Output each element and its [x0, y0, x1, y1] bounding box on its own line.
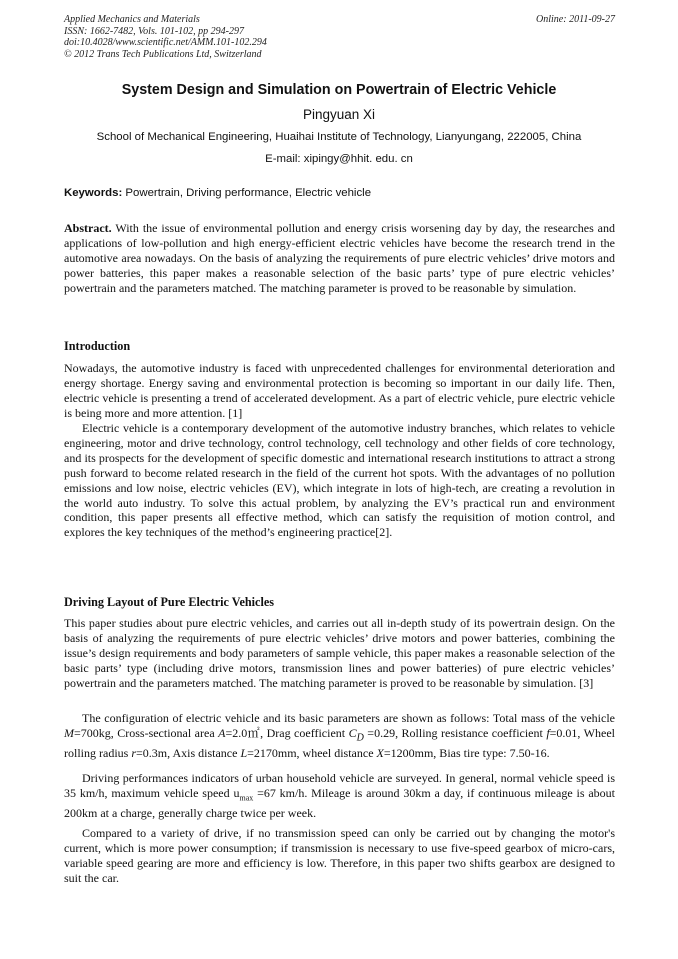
- introduction-heading: Introduction: [64, 339, 131, 353]
- online-date: Online: 2011-09-27: [536, 14, 615, 25]
- layout-heading: Driving Layout of Pure Electric Vehicles: [64, 595, 274, 609]
- layout-paragraph-2: [64, 711, 615, 761]
- layout-paragraph-4: [64, 826, 615, 886]
- var-A: A: [218, 725, 226, 740]
- layout-paragraph-3: [64, 771, 615, 821]
- text-run: =700kg, Cross-sectional area: [74, 725, 219, 740]
- var-r: r: [131, 746, 136, 761]
- keywords-label: Keywords:: [64, 187, 123, 199]
- var-M: M: [64, 725, 74, 740]
- journal-issn: ISSN: 1662-7482, Vols. 101-102, pp 294-297: [64, 25, 244, 37]
- keywords: [64, 187, 615, 199]
- intro-paragraph-2: [64, 421, 615, 540]
- text-run: The configuration of electric vehicle and its basic parameters are shown as follows: Total mass of the vehicle: [82, 711, 615, 725]
- text-run: =0.29, Rolling resistance coefficient: [363, 725, 547, 740]
- text-run: =1200mm, Bias tire type: 7.50-16.: [383, 746, 550, 761]
- intro-paragraph-2-text: Electric vehicle is a contemporary development of the automotive industry branches, which relates to vehicle engineering, motor and drive technology, control technology, cell technology and other fields of core technology, and its prospects for the development of specific domestic and international research institutions to attract a strong push forward to become related research in the field of the current hot spots. With the advantages of no pollution emissions and low noise, electric vehicles (EV), which integrate in lots of high-tech, are creating a revolution in the world auto industry. To solve this actual problem, by analyzing the EV’s practical run and environment condition, this paper presents all effective method, which can satisfy the requisition of motion control, and explores the key techniques of the method’s engineering practice[2].: [64, 421, 615, 540]
- text-run: =2170mm, wheel distance: [247, 746, 377, 761]
- paper-affiliation: School of Mechanical Engineering, Huaihai Institute of Technology, Lianyungang, 222005, China: [96, 131, 582, 143]
- keywords-text: Powertrain, Driving performance, Electric vehicle: [125, 187, 372, 199]
- intro-paragraph-1: Nowadays, the automotive industry is faced with unprecedented challenges for environmental deterioration and energy shortage. Energy saving and environmental protection is becoming so important in our daily life. Then, electric vehicle is presenting a trend of accelerated development. As a part of electric vehicle, pure electric vehicle is being more and more attention. [1]: [64, 361, 615, 420]
- journal-name: Applied Mechanics and Materials: [64, 14, 200, 25]
- paper-title: System Design and Simulation on Powertrain of Electric Vehicle: [121, 82, 557, 98]
- paper-author: Pingyuan Xi: [302, 107, 376, 122]
- journal-header: [64, 14, 615, 60]
- abstract-text: With the issue of environmental pollution and energy crisis worsening day by day, the researches and applications of low-pollution and high energy-efficient electric vehicles have become the research trend in the automotive area nowadays. On the basis of analyzing the requirements of pure electric vehicles’ drive motors and power batteries, this paper makes a reasonable selection of the basic parts’ type of pure electric vehicles’ powertrain and the parameters matched. The matching parameter is proved to be reasonable by simulation.: [64, 221, 615, 295]
- journal-copyright: © 2012 Trans Tech Publications Ltd, Switzerland: [64, 48, 262, 60]
- text-run: =2.0㎡, Drag coefficient: [225, 725, 349, 740]
- text-run: =0.3m, Axis distance: [136, 746, 241, 761]
- var-D-subscript: D: [356, 732, 364, 744]
- var-L: L: [240, 746, 248, 761]
- text-run: =0.01, Wheel rolling radius: [64, 725, 615, 761]
- paper-email: E-mail: xipingy@hhit. edu. cn: [265, 153, 413, 165]
- var-u-subscript: max: [239, 793, 254, 803]
- var-X: X: [376, 746, 384, 761]
- text-run: =67 km/h. Mileage is around 30km a day, if continuous mileage is about 200km at a charge, generally charge twice per week.: [64, 785, 615, 821]
- text-run: Driving performances indicators of urban household vehicle are surveyed. In general, normal vehicle speed is 35 km/h, maximum vehicle speed: [64, 771, 615, 800]
- var-f: f: [546, 725, 550, 740]
- layout-paragraph-4-text: Compared to a variety of drive, if no transmission speed can only be carried out by changing the motor's current, which is more power consumption; if transmission is necessary to use five-speed gearbox of micro-cars, variable speed gearing are more and efficiency is low. Therefore, in this paper two shifts gearbox are designed to suit the car.: [64, 826, 615, 885]
- journal-doi: doi:10.4028/www.scientific.net/AMM.101-102.294: [64, 37, 267, 48]
- var-u: u: [233, 785, 240, 800]
- layout-paragraph-1: This paper studies about pure electric vehicles, and carries out all in-depth study of its powertrain design. On the basis of analyzing the requirements of pure electric vehicles’ drive motors and power batteries, combining the issue’s design requirements and body parameters of sample vehicle, this paper makes a reasonable selection of the basic parts’ type (including drive motors, transmission lines and power batteries) of pure electric vehicles’ powertrain and the parameters matched. The matching parameter is proved to be reasonable by simulation. [3]: [64, 616, 615, 690]
- abstract-label: Abstract.: [64, 221, 112, 235]
- abstract: [64, 221, 615, 296]
- var-C: C: [348, 725, 357, 740]
